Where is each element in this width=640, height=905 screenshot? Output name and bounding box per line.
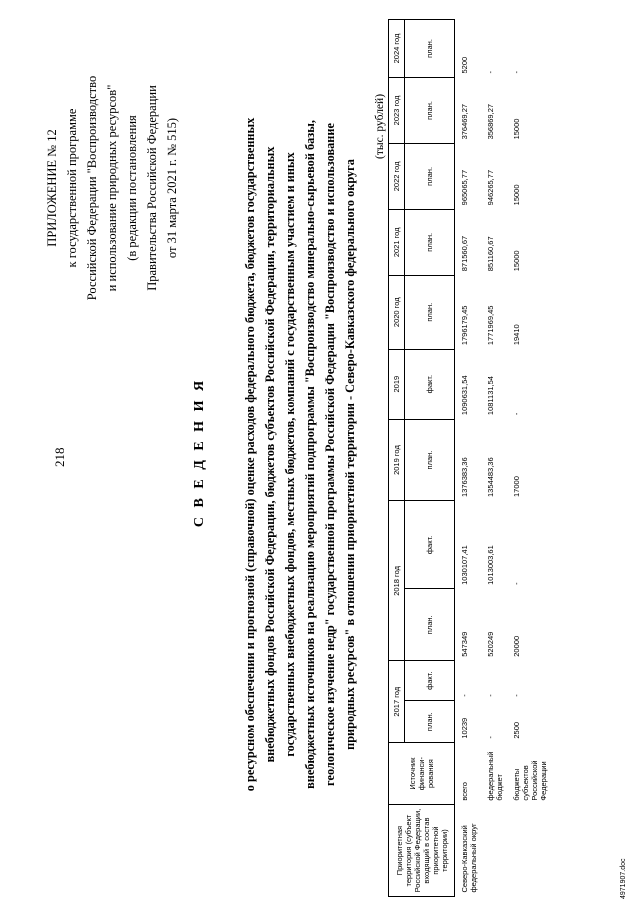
header-year: 2019 xyxy=(389,349,405,419)
header-year: 2020 год xyxy=(389,275,405,349)
header-year: 2021 год xyxy=(389,209,405,275)
table-row xyxy=(455,20,482,897)
units-label: (тыс. рублей) xyxy=(374,93,386,159)
appendix-line: к государственной программе xyxy=(65,108,79,268)
header-sub: план. xyxy=(405,143,455,209)
header-source: Источник финанси-рования xyxy=(389,743,455,805)
cell-value: 1796179,45 xyxy=(460,305,469,346)
cell-value: - xyxy=(486,694,495,697)
cell-value: 851160,67 xyxy=(486,236,495,272)
cell-value: 1376383,36 xyxy=(460,457,469,497)
table-row xyxy=(507,20,551,897)
intro-line: о ресурсном обеспечении и прогнозной (справочной) оценке расходов федерального бюджета, бюджетов государственных xyxy=(243,117,257,792)
header-year: 2022 год xyxy=(389,143,405,209)
cell-value: 1090631,54 xyxy=(460,375,469,416)
cell-value: 17000 xyxy=(512,476,521,497)
cell-territory xyxy=(507,805,551,897)
funding-table xyxy=(388,19,551,897)
intro-line: внебюджетных источников на реализацию мероприятий подпрограммы "Воспроизводство минерально-сырьевой базы, xyxy=(303,120,317,789)
header-year: 2023 год xyxy=(389,78,405,144)
document-intro xyxy=(240,62,360,847)
cell-value: 10239 xyxy=(460,717,469,739)
cell-value: 1354483,36 xyxy=(486,457,495,497)
header-sub: факт. xyxy=(405,501,455,589)
header-year: 2019 год xyxy=(389,419,405,501)
header-sub: факт. xyxy=(405,661,455,701)
cell-value: 2500 xyxy=(512,721,521,739)
cell-territory xyxy=(481,805,507,897)
intro-line: внебюджетных фондов Российской Федерации, бюджетов субъектов Российской Федерации, территориальных xyxy=(263,146,277,763)
cell-value: 965065,77 xyxy=(460,169,469,206)
cell-value: 5200 xyxy=(460,56,469,74)
cell-value: 356869,27 xyxy=(486,103,495,140)
cell-value: 15000 xyxy=(512,250,521,272)
page-number: 218 xyxy=(52,447,67,467)
table-row xyxy=(481,20,507,897)
cell-source: федеральный бюджет xyxy=(486,751,504,801)
appendix-block xyxy=(42,23,182,353)
cell-value: 946265,77 xyxy=(486,169,495,206)
cell-value: 376469,27 xyxy=(460,103,469,140)
header-sub: план. xyxy=(405,589,455,661)
cell-value: 15000 xyxy=(512,184,521,206)
header-sub: факт. xyxy=(405,349,455,419)
header-sub: план. xyxy=(405,20,455,78)
document-title: С В Е Д Е Н И Я xyxy=(192,377,207,528)
appendix-line: Российской Федерации "Воспроизводство xyxy=(85,75,99,301)
cell-value: - xyxy=(460,694,469,697)
cell-value: 871560,67 xyxy=(460,235,469,272)
intro-line: государственных внебюджетных фондов, местных бюджетов, компаний с государственным участием и иных xyxy=(283,152,297,757)
cell-value: - xyxy=(512,412,521,416)
cell-territory: Северо-Кавказский федеральный округ xyxy=(460,823,478,893)
cell-source: всего xyxy=(460,782,469,801)
intro-line: геологическое изучение недр" государственной программы Российской Федерации "Воспроизводство и использование xyxy=(323,123,337,786)
cell-value: - xyxy=(486,736,495,739)
appendix-line: от 31 марта 2021 г. № 515) xyxy=(165,117,179,259)
cell-value: - xyxy=(512,582,521,585)
cell-source: бюджеты субъектов Российской Федерации xyxy=(512,760,548,801)
appendix-line: ПРИЛОЖЕНИЕ № 12 xyxy=(45,129,59,247)
header-year: 2024 год xyxy=(389,20,405,78)
cell-value: - xyxy=(512,694,521,697)
cell-value: 19410 xyxy=(512,324,521,346)
file-name-footer: 4971907.doc xyxy=(620,858,627,899)
intro-line: природных ресурсов" в отношении приоритетной территории - Северо-Кавказского федерального округа xyxy=(343,159,357,750)
header-sub: план. xyxy=(405,701,455,743)
header-sub: план. xyxy=(405,275,455,349)
cell-value: 1771969,45 xyxy=(486,305,495,346)
appendix-line: и использование природных ресурсов" xyxy=(105,84,119,292)
header-territory: Приоритетная территория (субъект Российской Федерации, входящий в состав приоритетной территории) xyxy=(389,805,455,897)
cell-value: 15000 xyxy=(512,118,521,140)
appendix-line: (в редакции постановления xyxy=(125,115,139,261)
header-year: 2017 год xyxy=(389,661,405,743)
cell-value: 1081131,54 xyxy=(486,376,495,416)
cell-value: - xyxy=(512,71,521,74)
header-sub: план. xyxy=(405,78,455,144)
appendix-line: Правительства Российской Федерации xyxy=(145,85,159,291)
cell-value: 1030107,41 xyxy=(460,545,469,585)
header-sub: план. xyxy=(405,209,455,275)
cell-value: 547349 xyxy=(460,631,469,657)
header-year: 2018 год xyxy=(389,501,405,661)
cell-value: 20000 xyxy=(512,635,521,657)
header-sub: план. xyxy=(405,419,455,501)
cell-value: 520249 xyxy=(486,631,495,657)
cell-value: 1013003,61 xyxy=(486,545,495,585)
cell-value: - xyxy=(486,71,495,74)
